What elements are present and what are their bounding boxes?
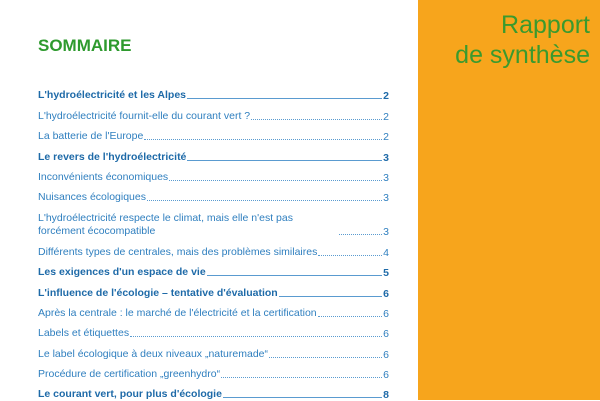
toc-entry-text: Labels et étiquettes [38, 327, 130, 340]
toc-entry-text: Les exigences d'un espace de vie [38, 266, 206, 279]
toc-entry-page: 2 [383, 90, 389, 103]
toc-entry-text: Inconvénients économiques [38, 170, 169, 183]
dot-leader [147, 200, 382, 201]
toc-entry[interactable] [38, 102, 389, 122]
dot-leader [144, 139, 382, 140]
dot-leader [169, 180, 382, 181]
toc-entry[interactable] [38, 238, 389, 258]
toc-entry-page: 6 [383, 348, 389, 361]
toc-entry-text: Le label écologique à deux niveaux „naturemade“ [38, 347, 268, 360]
toc-entry-page: 3 [383, 151, 389, 164]
toc-entry-text: L'influence de l'écologie – tentative d'évaluation [38, 286, 278, 299]
toc-entry-text: Différents types de centrales, mais des problèmes similaires [38, 245, 318, 258]
toc-entry-text: La batterie de l'Europe [38, 130, 144, 143]
toc-entry-page: 6 [383, 328, 389, 341]
toc-entry[interactable] [38, 340, 389, 360]
toc-entry-text: Procédure de certification „greenhydro“ [38, 368, 221, 381]
toc-entry-text: L'hydroélectricité respecte le climat, mais elle n'est pas forcément écocompatible [38, 212, 293, 238]
report-title [425, 10, 590, 70]
toc-entry-page: 6 [383, 287, 389, 300]
toc-entry-page: 2 [383, 110, 389, 123]
toc-entry-page: 3 [383, 226, 389, 239]
dot-leader [269, 357, 382, 358]
dot-leader [221, 377, 382, 378]
toc-entry[interactable] [38, 361, 389, 381]
dot-leader [339, 234, 382, 235]
toc-entry[interactable] [38, 82, 389, 102]
toc-entry[interactable] [38, 164, 389, 184]
report-title-line2: de synthèse [455, 41, 590, 69]
dot-leader [187, 160, 382, 161]
toc-entry-text: L'hydroélectricité et les Alpes [38, 89, 186, 102]
dot-leader [279, 296, 382, 297]
toc-entry[interactable] [38, 184, 389, 204]
toc-title: SOMMAIRE [38, 36, 132, 55]
dot-leader [187, 98, 382, 99]
toc-entry-text: Nuisances écologiques [38, 191, 146, 204]
dot-leader [207, 275, 382, 276]
toc-entry-text: Le revers de l'hydroélectricité [38, 150, 187, 163]
toc-entry-page: 2 [383, 131, 389, 144]
toc-entry-page: 3 [383, 171, 389, 184]
toc-entry[interactable] [38, 381, 389, 401]
toc-entry-text: Le courant vert, pour plus d'écologie [38, 388, 222, 401]
table-of-contents [38, 82, 389, 401]
toc-entry[interactable] [38, 143, 389, 163]
toc-entry-page: 6 [383, 307, 389, 320]
toc-entry[interactable] [38, 300, 389, 320]
dot-leader [318, 316, 383, 317]
toc-entry[interactable] [38, 279, 389, 299]
report-title-line1: Rapport [501, 11, 590, 39]
toc-entry-text: L'hydroélectricité fournit-elle du courant vert ? [38, 109, 251, 122]
dot-leader [251, 119, 382, 120]
toc-entry-page: 6 [383, 369, 389, 382]
toc-entry-page: 4 [383, 246, 389, 259]
dot-leader [318, 255, 382, 256]
dot-leader [130, 336, 382, 337]
toc-entry-page: 8 [383, 389, 389, 401]
toc-entry-page: 5 [383, 267, 389, 280]
toc-entry-text: Après la centrale : le marché de l'électricité et la certification [38, 306, 317, 319]
dot-leader [223, 397, 382, 398]
toc-entry[interactable] [38, 320, 389, 340]
toc-entry[interactable] [38, 259, 389, 279]
toc-entry[interactable] [38, 204, 389, 238]
toc-entry-page: 3 [383, 192, 389, 205]
toc-entry[interactable] [38, 123, 389, 143]
